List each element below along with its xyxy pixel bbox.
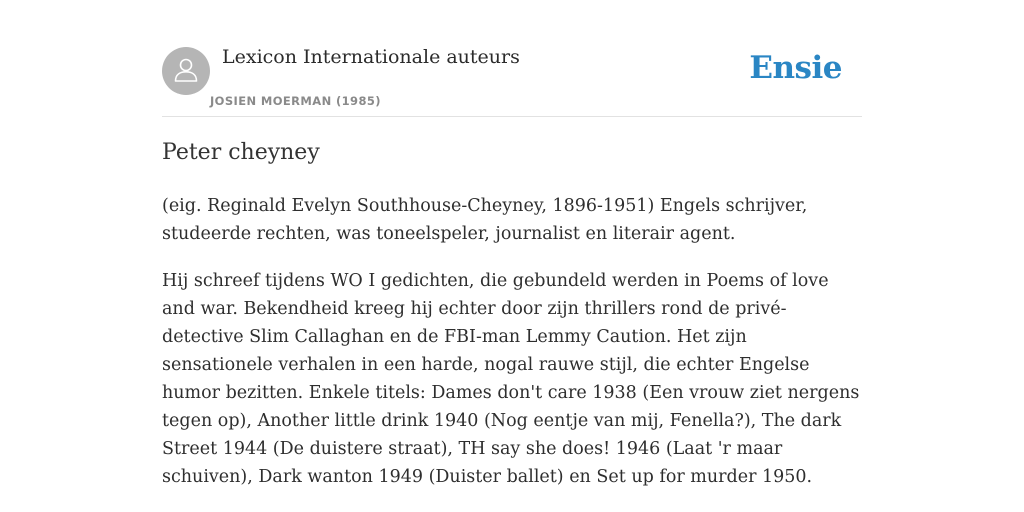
source-title[interactable]: Lexicon Internationale auteurs [222, 46, 520, 68]
brand-logo[interactable]: Ensie [749, 50, 842, 86]
article-title: Peter cheyney [162, 140, 320, 165]
author-line[interactable]: JOSIEN MOERMAN (1985) [210, 94, 381, 108]
paragraph: (eig. Reginald Evelyn Southhouse-Cheyney, 1896-1951) Engels schrijver, studeerde rechten, was toneelspeler, journalist en literair agent. [162, 196, 808, 244]
user-icon[interactable] [162, 47, 210, 95]
paragraph: Hij schreef tijdens WO I gedichten, die gebundeld werden in Poems of love and war. Bekendheid kreeg hij echter door zijn thrillers rond de privé-detective Slim Callaghan en de FBI-man Lemmy Caution. Het zijn sensationele verhalen in een harde, nogal rauwe stijl, die echter Engelse humor bezitten. Enkele titels: Dames don't care 1938 (Een vrouw ziet nergens tegen op), Another little drink 1940 (Nog eentje van mij, Fenella?), The dark Street 1944 (De duistere straat), TH say she does! 1946 (Laat 'r maar schuiven), Dark wanton 1949 (Duister ballet) en Set up for murder 1950. [162, 271, 860, 487]
article-body [162, 192, 862, 510]
source-header [162, 44, 862, 117]
